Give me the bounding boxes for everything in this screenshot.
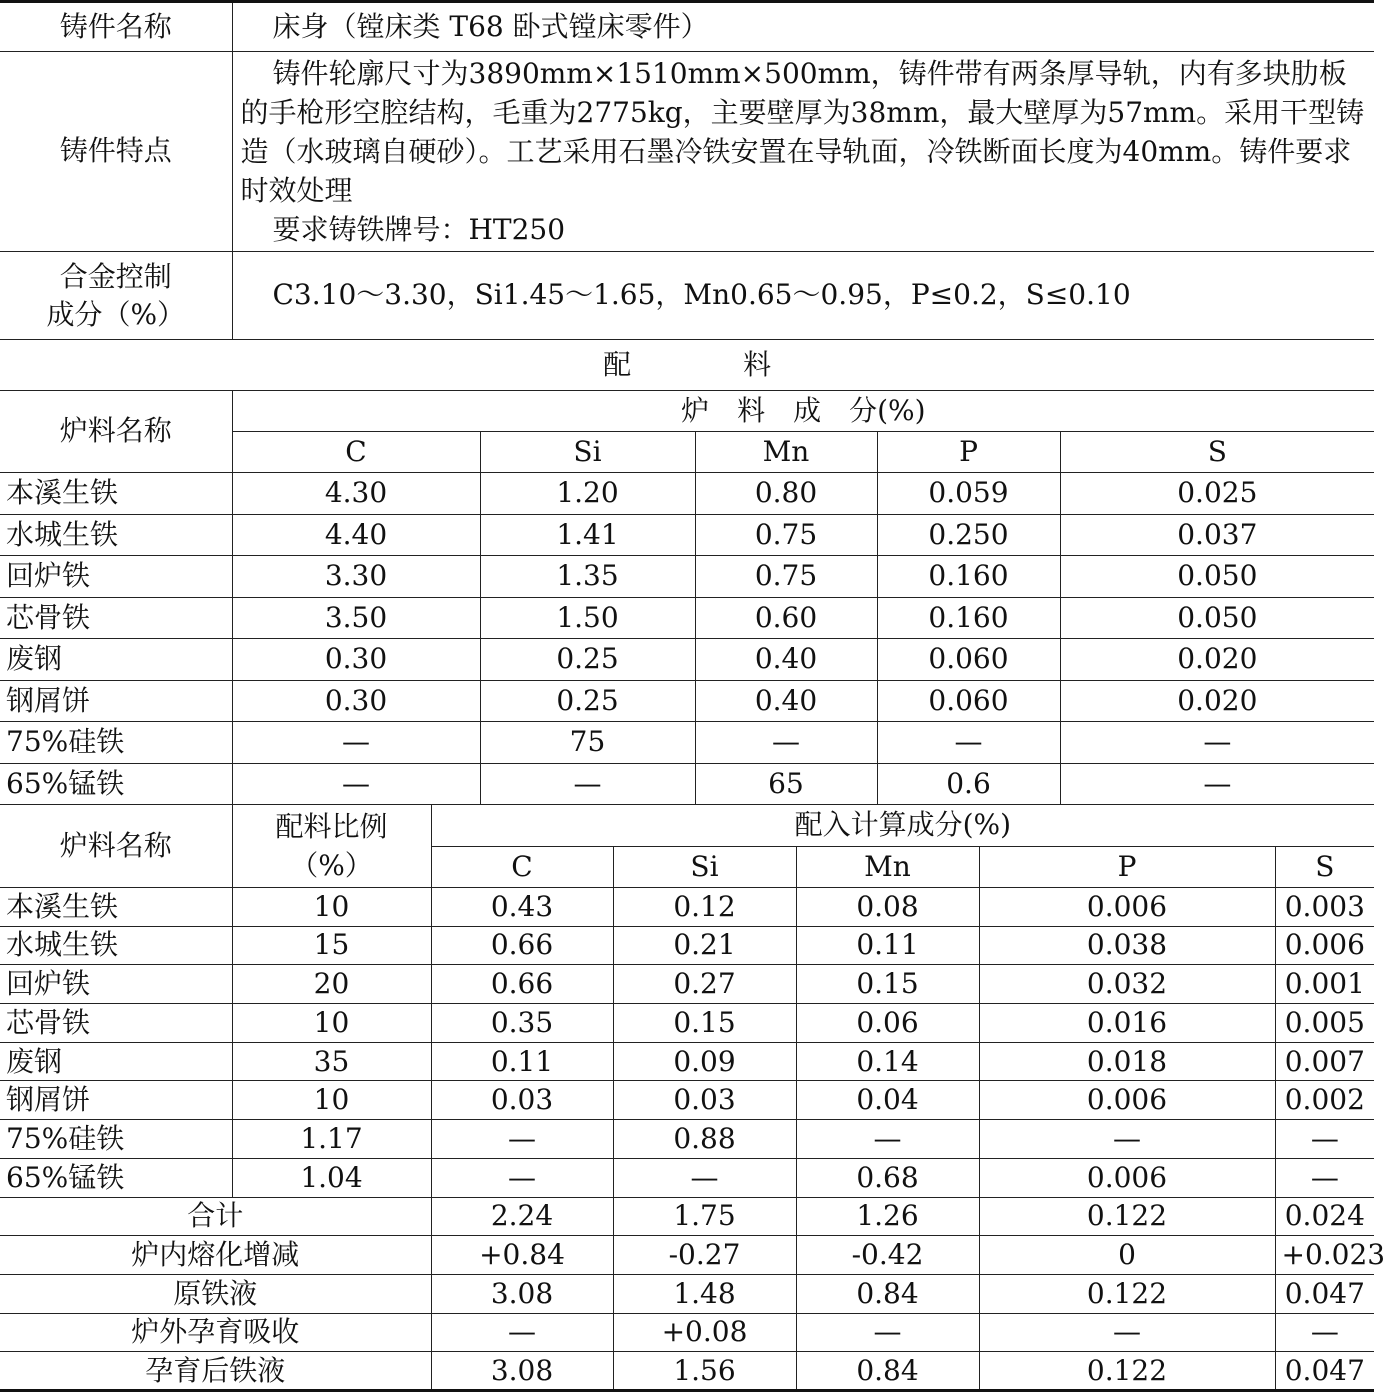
calc-col-mn: Mn: [796, 847, 979, 888]
charge-value-mn: 0.80: [695, 473, 877, 515]
calc-value-si: 0.21: [613, 926, 796, 965]
calc-material-name: 回炉铁: [0, 965, 232, 1004]
calc-value-p: 0.018: [979, 1042, 1275, 1081]
charge-value-c: 0.30: [232, 639, 480, 681]
calc-name-header: 炉料名称: [0, 805, 232, 888]
calc-col-si: Si: [613, 847, 796, 888]
summary-value-mn: 1.26: [796, 1197, 979, 1236]
charge-value-p: 0.160: [877, 597, 1060, 639]
calc-ratio: 10: [232, 1004, 431, 1043]
summary-value-c: 3.08: [431, 1352, 613, 1391]
calc-ratio-header: [232, 805, 431, 888]
calc-col-c: C: [431, 847, 613, 888]
charge-value-s: 0.025: [1060, 473, 1374, 515]
calc-material-name: 75%硅铁: [0, 1120, 232, 1159]
calc-value-c: 0.35: [431, 1004, 613, 1043]
calc-value-p: —: [979, 1120, 1275, 1159]
calc-row: [0, 965, 1374, 1004]
section-title: 配 料: [0, 340, 1374, 391]
casting-name-label: 铸件名称: [0, 2, 232, 52]
charge-value-p: —: [877, 722, 1060, 764]
calc-value-c: 0.43: [431, 888, 613, 927]
charge-value-mn: 65: [695, 763, 877, 805]
calc-material-name: 水城生铁: [0, 926, 232, 965]
charge-row: [0, 556, 1374, 598]
charge-value-c: 4.30: [232, 473, 480, 515]
charge-value-si: 0.25: [480, 680, 695, 722]
calc-value-mn: 0.06: [796, 1004, 979, 1043]
casting-features-cell: [232, 52, 1374, 252]
calc-value-p: 0.038: [979, 926, 1275, 965]
calc-ratio: 15: [232, 926, 431, 965]
casting-grade-text: 要求铸铁牌号：HT250: [272, 213, 566, 246]
charge-value-c: 0.30: [232, 680, 480, 722]
summary-table-body: [0, 1197, 1385, 1390]
charge-value-s: 0.050: [1060, 556, 1374, 598]
summary-value-s: —: [1275, 1313, 1374, 1352]
charge-value-s: 0.050: [1060, 597, 1374, 639]
calc-row: [0, 888, 1374, 927]
calc-value-si: 0.09: [613, 1042, 796, 1081]
summary-value-si: 1.48: [613, 1274, 796, 1313]
charge-value-p: 0.059: [877, 473, 1060, 515]
charge-material-name: 水城生铁: [0, 514, 232, 556]
calc-value-si: 0.03: [613, 1081, 796, 1120]
charge-value-s: 0.020: [1060, 639, 1374, 681]
charge-value-mn: 0.60: [695, 597, 877, 639]
charge-value-s: 0.020: [1060, 680, 1374, 722]
calc-material-name: 65%锰铁: [0, 1158, 232, 1197]
charge-value-p: 0.250: [877, 514, 1060, 556]
calc-value-p: 0.006: [979, 1081, 1275, 1120]
summary-row: [0, 1236, 1374, 1275]
summary-value-p: —: [979, 1313, 1275, 1352]
charge-row: [0, 597, 1374, 639]
summary-value-mn: -0.42: [796, 1236, 979, 1275]
calc-value-c: 0.11: [431, 1042, 613, 1081]
calc-row: [0, 1042, 1374, 1081]
calc-ratio: 20: [232, 965, 431, 1004]
calc-value-mn: 0.14: [796, 1042, 979, 1081]
calc-material-name: 钢屑饼: [0, 1081, 232, 1120]
summary-row: [0, 1313, 1374, 1352]
calc-value-s: 0.001: [1275, 965, 1374, 1004]
calc-value-mn: 0.68: [796, 1158, 979, 1197]
charge-value-p: 0.6: [877, 763, 1060, 805]
charge-table-body: [0, 473, 1374, 805]
calc-value-si: 0.27: [613, 965, 796, 1004]
charge-material-name: 芯骨铁: [0, 597, 232, 639]
summary-value-si: -0.27: [613, 1236, 796, 1275]
charge-row: [0, 763, 1374, 805]
calc-ratio: 35: [232, 1042, 431, 1081]
calc-comp-header: 配入计算成分(%): [431, 805, 1374, 847]
charge-value-mn: 0.75: [695, 514, 877, 556]
calc-row: [0, 1004, 1374, 1043]
charge-value-mn: 0.40: [695, 639, 877, 681]
calc-ratio: 10: [232, 1081, 431, 1120]
charge-col-s: S: [1060, 432, 1374, 473]
summary-row: [0, 1352, 1374, 1391]
charge-col-si: Si: [480, 432, 695, 473]
calc-value-s: —: [1275, 1120, 1374, 1159]
calc-value-mn: 0.04: [796, 1081, 979, 1120]
casting-features-label: 铸件特点: [0, 52, 232, 252]
calc-col-s: S: [1275, 847, 1374, 888]
charge-row: [0, 514, 1374, 556]
summary-label: 孕育后铁液: [0, 1352, 431, 1391]
charge-row: [0, 722, 1374, 764]
charge-value-c: 3.30: [232, 556, 480, 598]
charge-value-c: 3.50: [232, 597, 480, 639]
calc-ratio: 1.04: [232, 1158, 431, 1197]
calc-material-name: 废钢: [0, 1042, 232, 1081]
charge-value-s: —: [1060, 763, 1374, 805]
calc-ratio-header-line1: 配料比例: [275, 810, 388, 843]
calc-row: [0, 926, 1374, 965]
charge-value-si: 75: [480, 722, 695, 764]
charge-value-si: 1.20: [480, 473, 695, 515]
charge-value-p: 0.060: [877, 639, 1060, 681]
charge-value-si: 1.41: [480, 514, 695, 556]
summary-value-c: 3.08: [431, 1274, 613, 1313]
charge-material-name: 废钢: [0, 639, 232, 681]
summary-value-si: 1.56: [613, 1352, 796, 1391]
calc-ratio: 10: [232, 888, 431, 927]
charge-material-name: 本溪生铁: [0, 473, 232, 515]
charge-value-s: —: [1060, 722, 1374, 764]
charge-value-si: —: [480, 763, 695, 805]
summary-row: [0, 1197, 1374, 1236]
calc-value-mn: 0.08: [796, 888, 979, 927]
calc-value-p: 0.006: [979, 1158, 1275, 1197]
summary-value-si: 1.75: [613, 1197, 796, 1236]
charge-value-p: 0.060: [877, 680, 1060, 722]
calc-value-p: 0.006: [979, 888, 1275, 927]
calc-material-name: 本溪生铁: [0, 888, 232, 927]
calc-ratio: 1.17: [232, 1120, 431, 1159]
calc-value-si: 0.12: [613, 888, 796, 927]
charge-value-si: 0.25: [480, 639, 695, 681]
charge-material-name: 回炉铁: [0, 556, 232, 598]
charge-material-name: 钢屑饼: [0, 680, 232, 722]
charge-value-p: 0.160: [877, 556, 1060, 598]
casting-name-value: 床身（镗床类 T68 卧式镗床零件）: [232, 2, 1374, 52]
calc-value-c: —: [431, 1158, 613, 1197]
charge-material-name: 65%锰铁: [0, 763, 232, 805]
calc-value-mn: —: [796, 1120, 979, 1159]
charge-name-header: 炉料名称: [0, 391, 232, 473]
charge-value-c: —: [232, 763, 480, 805]
alloy-label-line1: 合金控制: [59, 259, 172, 293]
charge-value-si: 1.35: [480, 556, 695, 598]
charge-row: [0, 639, 1374, 681]
calc-value-mn: 0.15: [796, 965, 979, 1004]
summary-value-mn: 0.84: [796, 1352, 979, 1391]
calc-value-s: 0.006: [1275, 926, 1374, 965]
summary-value-s: 0.024: [1275, 1197, 1374, 1236]
calc-value-s: 0.002: [1275, 1081, 1374, 1120]
alloy-value: C3.10～3.30，Si1.45～1.65，Mn0.65～0.95，P≤0.2，S≤0.10: [232, 252, 1374, 340]
summary-label: 炉内熔化增减: [0, 1236, 431, 1275]
calc-value-c: 0.03: [431, 1081, 613, 1120]
calc-value-c: —: [431, 1120, 613, 1159]
summary-value-mn: 0.84: [796, 1274, 979, 1313]
calc-material-name: 芯骨铁: [0, 1004, 232, 1043]
charge-row: [0, 680, 1374, 722]
calc-value-p: 0.016: [979, 1004, 1275, 1043]
charge-col-c: C: [232, 432, 480, 473]
calc-value-s: 0.007: [1275, 1042, 1374, 1081]
calc-row: [0, 1081, 1374, 1120]
summary-label: 炉外孕育吸收: [0, 1313, 431, 1352]
charge-value-mn: —: [695, 722, 877, 764]
charge-value-mn: 0.75: [695, 556, 877, 598]
calc-value-si: 0.15: [613, 1004, 796, 1043]
calc-value-p: 0.032: [979, 965, 1275, 1004]
calc-value-c: 0.66: [431, 926, 613, 965]
calc-value-s: —: [1275, 1158, 1374, 1197]
summary-value-s: 0.047: [1275, 1352, 1374, 1391]
calc-table-body: [0, 888, 1374, 1198]
charge-value-mn: 0.40: [695, 680, 877, 722]
calc-ratio-header-line2: （%）: [290, 849, 373, 882]
alloy-label-line2: 成分（%）: [46, 297, 186, 331]
summary-value-c: 2.24: [431, 1197, 613, 1236]
charge-comp-header: 炉 料 成 分(%): [232, 391, 1374, 432]
summary-label: 合计: [0, 1197, 431, 1236]
summary-value-p: 0.122: [979, 1352, 1275, 1391]
charge-value-s: 0.037: [1060, 514, 1374, 556]
charge-material-name: 75%硅铁: [0, 722, 232, 764]
charge-row: [0, 473, 1374, 515]
summary-value-s: +0.023: [1275, 1236, 1374, 1275]
charge-value-si: 1.50: [480, 597, 695, 639]
calc-row: [0, 1120, 1374, 1159]
calc-row: [0, 1158, 1374, 1197]
calc-value-c: 0.66: [431, 965, 613, 1004]
summary-label: 原铁液: [0, 1274, 431, 1313]
charge-value-c: —: [232, 722, 480, 764]
summary-value-c: —: [431, 1313, 613, 1352]
calc-value-s: 0.003: [1275, 888, 1374, 927]
charge-value-c: 4.40: [232, 514, 480, 556]
charge-col-p: P: [877, 432, 1060, 473]
summary-value-si: +0.08: [613, 1313, 796, 1352]
summary-value-s: 0.047: [1275, 1274, 1374, 1313]
alloy-label: [0, 252, 232, 340]
summary-value-p: 0.122: [979, 1197, 1275, 1236]
summary-value-p: 0: [979, 1236, 1275, 1275]
summary-row: [0, 1274, 1374, 1313]
calc-value-s: 0.005: [1275, 1004, 1374, 1043]
calc-value-si: 0.88: [613, 1120, 796, 1159]
summary-value-p: 0.122: [979, 1274, 1275, 1313]
casting-features-text: 铸件轮廓尺寸为3890mm×1510mm×500mm，铸件带有两条厚导轨，内有多块肋板的手枪形空腔结构，毛重为2775kg，主要壁厚为38mm，最大壁厚为57mm。采用干型铸造（水玻璃自硬砂）。工艺采用石墨冷铁安置在导轨面，冷铁断面长度为40mm。铸件要求时效处理: [240, 57, 1365, 207]
summary-value-c: +0.84: [431, 1236, 613, 1275]
summary-value-mn: —: [796, 1313, 979, 1352]
calc-value-si: —: [613, 1158, 796, 1197]
calc-value-mn: 0.11: [796, 926, 979, 965]
calc-col-p: P: [979, 847, 1275, 888]
charge-col-mn: Mn: [695, 432, 877, 473]
